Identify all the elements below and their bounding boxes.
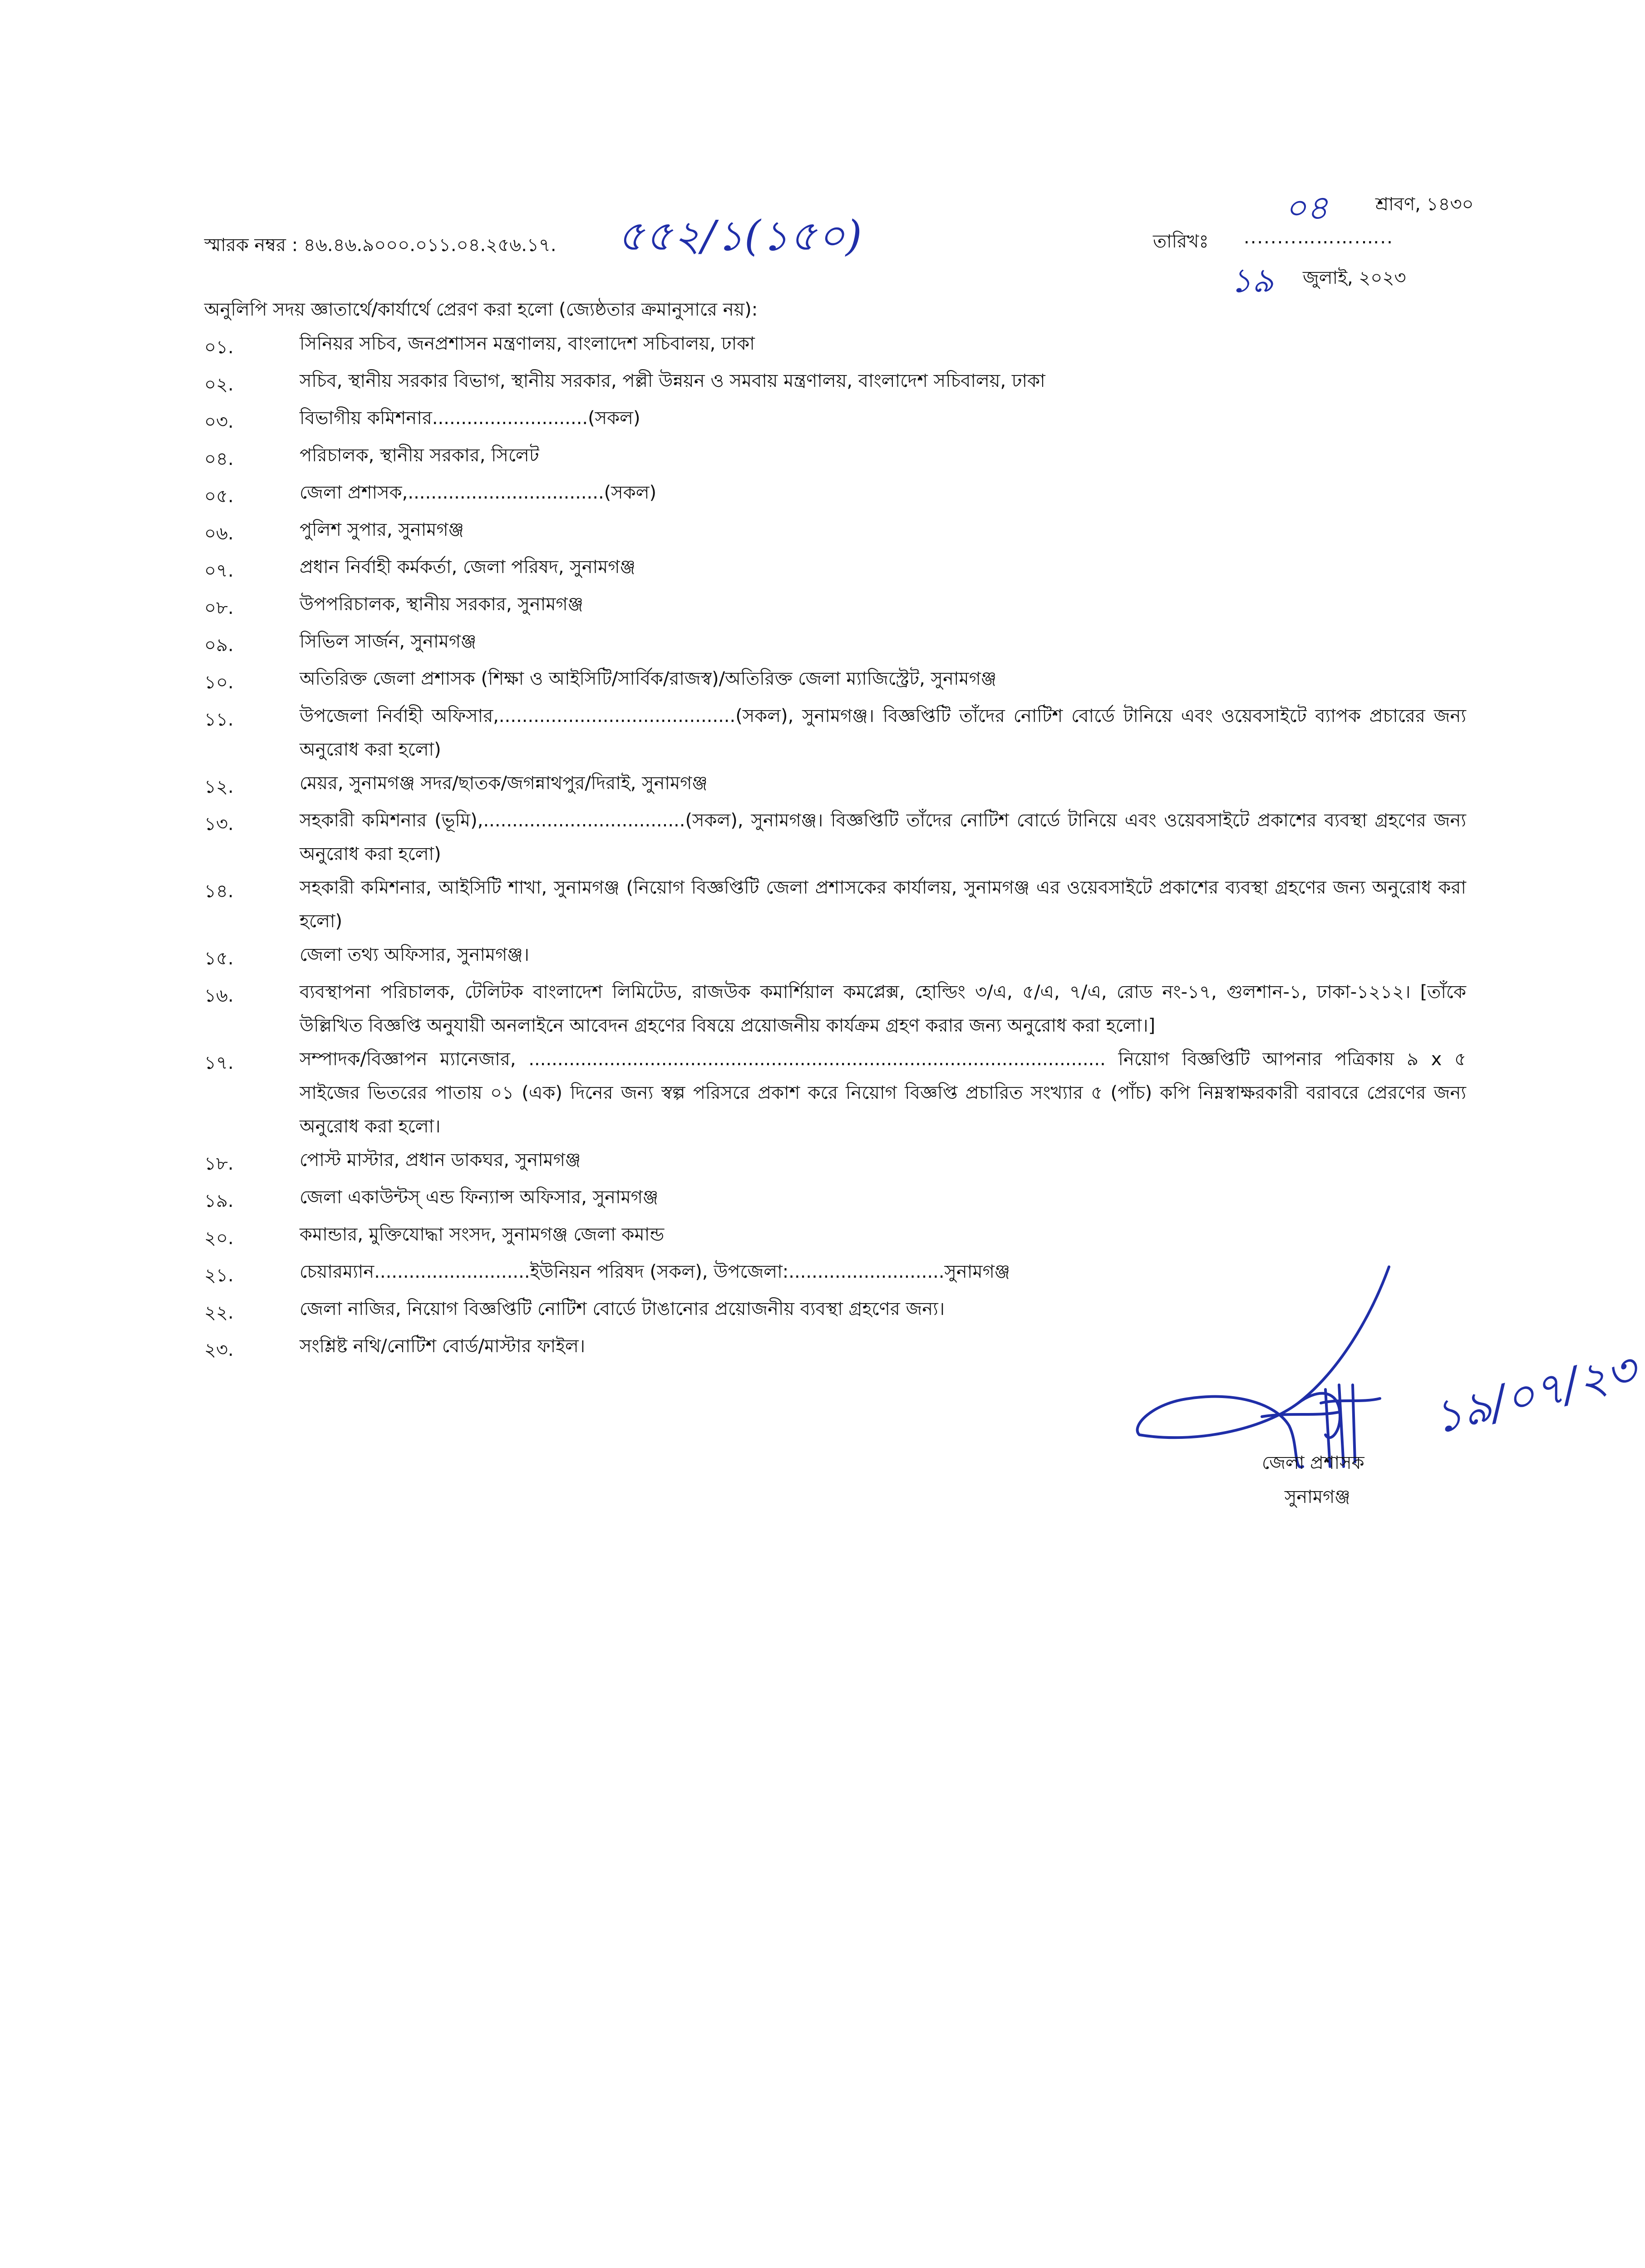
signature-handwritten-date: ১৯/০৭/২৩ xyxy=(1427,1342,1642,1444)
memo-number-label: স্মারক নম্বর : ৪৬.৪৬.৯০০০.০১১.০৪.২৫৬.১৭. xyxy=(204,235,557,256)
item-text: কমান্ডার, মুক্তিযোদ্ধা সংসদ, সুনামগঞ্জ জেলা কমান্ড xyxy=(300,1224,665,1245)
item-number: ০৯. xyxy=(204,635,234,656)
list-item xyxy=(204,327,1466,364)
list-item xyxy=(204,476,1466,513)
list-item xyxy=(204,401,1466,439)
item-number: ২৩. xyxy=(204,1339,234,1360)
item-text: চেয়ারম্যান...........................ইউনিয়ন পরিষদ (সকল), উপজেলা:...........................সুনামগঞ্জ xyxy=(300,1261,1010,1282)
date-dots: ........……….….. xyxy=(1244,227,1394,248)
list-item xyxy=(204,766,1466,804)
item-text: মেয়র, সুনামগঞ্জ সদর/ছাতক/জগন্নাথপুর/দিরাই, সুনামগঞ্জ xyxy=(300,773,708,794)
item-number: ১০. xyxy=(204,672,234,693)
item-text: জেলা প্রশাসক,..................................(সকল) xyxy=(300,482,657,503)
distribution-intro: অনুলিপি সদয় জ্ঞাতার্থে/কার্যার্থে প্রেরণ করা হলো (জ্যেষ্ঠতার ক্রমানুসারে নয়): xyxy=(204,299,758,320)
signature-title: জেলা প্রশাসক xyxy=(1262,1453,1364,1473)
memo-number-row xyxy=(204,203,931,258)
item-text: সহকারী কমিশনার, আইসিটি শাখা, সুনামগঞ্জ (নিয়োগ বিজ্ঞপ্তিটি জেলা প্রশাসকের কার্যালয়, সুনামগঞ্জ এর ওয়েবসাইটে প্রকাশের ব্যবস্থা গ্রহণের জন্য অনুরোধ করা হলো) xyxy=(300,877,1466,932)
item-number: ১৫. xyxy=(204,948,234,969)
item-text: জেলা নাজির, নিয়োগ বিজ্ঞপ্তিটি নোটিশ বোর্ডে টাঙানোর প্রয়োজনীয় ব্যবস্থা গ্রহণের জন্য। xyxy=(300,1299,945,1319)
item-text: ব্যবস্থাপনা পরিচালক, টেলিটক বাংলাদেশ লিমিটেড, রাজউক কমার্শিয়াল কমপ্লেক্স, হোল্ডিং ৩/এ, ৫/এ, ৭/এ, রোড নং-১৭, গুলশান-১, ঢাকা-১২১২। [তাঁকে উল্লিখিত বিজ্ঞপ্তি অনুযায়ী অনলাইনে আবেদন গ্রহণের বিষয়ে প্রয়োজনীয় কার্যক্রম গ্রহণ করার জন্য অনুরোধ করা হলো।] xyxy=(300,982,1466,1036)
item-text: সিনিয়র সচিব, জনপ্রশাসন মন্ত্রণালয়, বাংলাদেশ সচিবালয়, ঢাকা xyxy=(300,333,755,354)
list-item xyxy=(204,662,1466,699)
item-number: ২১. xyxy=(204,1265,234,1286)
item-number: ০২. xyxy=(204,374,234,395)
item-number: ০৩. xyxy=(204,411,234,432)
item-text: সচিব, স্থানীয় সরকার বিভাগ, স্থানীয় সরকার, পল্লী উন্নয়ন ও সমবায় মন্ত্রণালয়, বাংলাদেশ সচিবালয়, ঢাকা xyxy=(300,371,1045,391)
item-number: ০৭. xyxy=(204,560,234,581)
list-item xyxy=(204,938,1466,975)
item-number: ১৯. xyxy=(204,1191,234,1211)
list-item xyxy=(204,804,1466,871)
item-number: ১৭. xyxy=(204,1052,234,1073)
item-text: সম্পাদক/বিজ্ঞাপন ম্যানেজার, .................................................................................................... নিয়োগ বিজ্ঞপ্তিটি আপনার পত্রিকায় ৯ x ৫ সাইজের ভিতরের পাতায় ০১ (এক) দিনের জন্য স্বল্প পরিসরে প্রকাশ করে নিয়োগ বিজ্ঞপ্তি প্রচারিত সংখ্যার ৫ (পাঁচ) কপি নিম্নস্বাক্ষরকারী বরাবরে প্রেরণের জন্য অনুরোধ করা হলো। xyxy=(300,1049,1466,1137)
item-number: ১১. xyxy=(204,709,234,730)
list-item xyxy=(204,975,1466,1043)
distribution-list xyxy=(204,327,1466,1367)
bangla-day-handwritten: ০৪ xyxy=(1285,188,1329,227)
english-month-year: জুলাই, ২০২৩ xyxy=(1303,267,1406,288)
item-number: ০৮. xyxy=(204,598,234,618)
item-number: ০৫. xyxy=(204,486,234,507)
item-text: সহকারী কমিশনার (ভূমি),...................................(সকল), সুনামগঞ্জ। বিজ্ঞপ্তিটি তাঁদের নোটিশ বোর্ডে টানিয়ে এবং ওয়েবসাইটে প্রকাশের ব্যবস্থা গ্রহণের জন্য অনুরোধ করা হলো) xyxy=(300,810,1466,865)
item-text: অতিরিক্ত জেলা প্রশাসক (শিক্ষা ও আইসিটি/সার্বিক/রাজস্ব)/অতিরিক্ত জেলা ম্যাজিস্ট্রেট, সুনামগঞ্জ xyxy=(300,668,997,689)
item-number: ১৮. xyxy=(204,1153,234,1174)
bangla-month-year: শ্রাবণ, ১৪৩০ xyxy=(1375,194,1474,215)
item-text: সিভিল সার্জন, সুনামগঞ্জ xyxy=(300,631,477,652)
item-text: জেলা তথ্য অফিসার, সুনামগঞ্জ। xyxy=(300,944,529,965)
list-item xyxy=(204,1043,1466,1143)
list-item xyxy=(204,1181,1466,1218)
date-block xyxy=(1153,182,1474,300)
item-number: ১২. xyxy=(204,776,234,797)
item-text: বিভাগীয় কমিশনার...........................(সকল) xyxy=(300,408,640,429)
item-number: ১৬. xyxy=(204,985,234,1006)
item-text: পুলিশ সুপার, সুনামগঞ্জ xyxy=(300,519,464,540)
list-item xyxy=(204,699,1466,766)
item-number: ০৬. xyxy=(204,523,234,544)
memo-handwritten-number: ৫৫২/১(১৫০) xyxy=(617,212,863,260)
list-item xyxy=(204,588,1466,625)
item-text: উপজেলা নির্বাহী অফিসার,.........................................(সকল), সুনামগঞ্জ। বিজ্ঞপ্তিটি তাঁদের নোটিশ বোর্ডে টানিয়ে এবং ওয়েবসাইটে ব্যাপক প্রচারের জন্য অনুরোধ করা হলো) xyxy=(300,706,1466,760)
item-number: ১৪. xyxy=(204,881,234,902)
date-label: তারিখঃ xyxy=(1153,231,1209,252)
list-item xyxy=(204,871,1466,938)
list-item xyxy=(204,439,1466,476)
list-item xyxy=(204,364,1466,401)
item-text: পরিচালক, স্থানীয় সরকার, সিলেট xyxy=(300,445,539,466)
item-number: ০৪. xyxy=(204,449,234,469)
list-item xyxy=(204,1218,1466,1255)
item-text: পোস্ট মাস্টার, প্রধান ডাকঘর, সুনামগঞ্জ xyxy=(300,1150,581,1171)
item-text: সংশ্লিষ্ট নথি/নোটিশ বোর্ড/মাস্টার ফাইল। xyxy=(300,1336,586,1357)
signature-place: সুনামগঞ্জ xyxy=(1285,1487,1350,1507)
list-item xyxy=(204,625,1466,662)
list-item xyxy=(204,513,1466,550)
item-number: ২০. xyxy=(204,1228,234,1249)
signature-block xyxy=(1126,1253,1642,1526)
item-text: প্রধান নির্বাহী কর্মকর্তা, জেলা পরিষদ, সুনামগঞ্জ xyxy=(300,557,635,578)
item-number: ২২. xyxy=(204,1302,234,1323)
item-text: জেলা একাউন্টস্ এন্ড ফিন্যান্স অফিসার, সুনামগঞ্জ xyxy=(300,1187,659,1208)
list-item xyxy=(204,1143,1466,1181)
item-text: উপপরিচালক, স্থানীয় সরকার, সুনামগঞ্জ xyxy=(300,594,583,615)
list-item xyxy=(204,550,1466,588)
english-day-handwritten: ১৯ xyxy=(1230,261,1274,300)
item-number: ১৩. xyxy=(204,814,234,835)
item-number: ০১. xyxy=(204,337,234,358)
